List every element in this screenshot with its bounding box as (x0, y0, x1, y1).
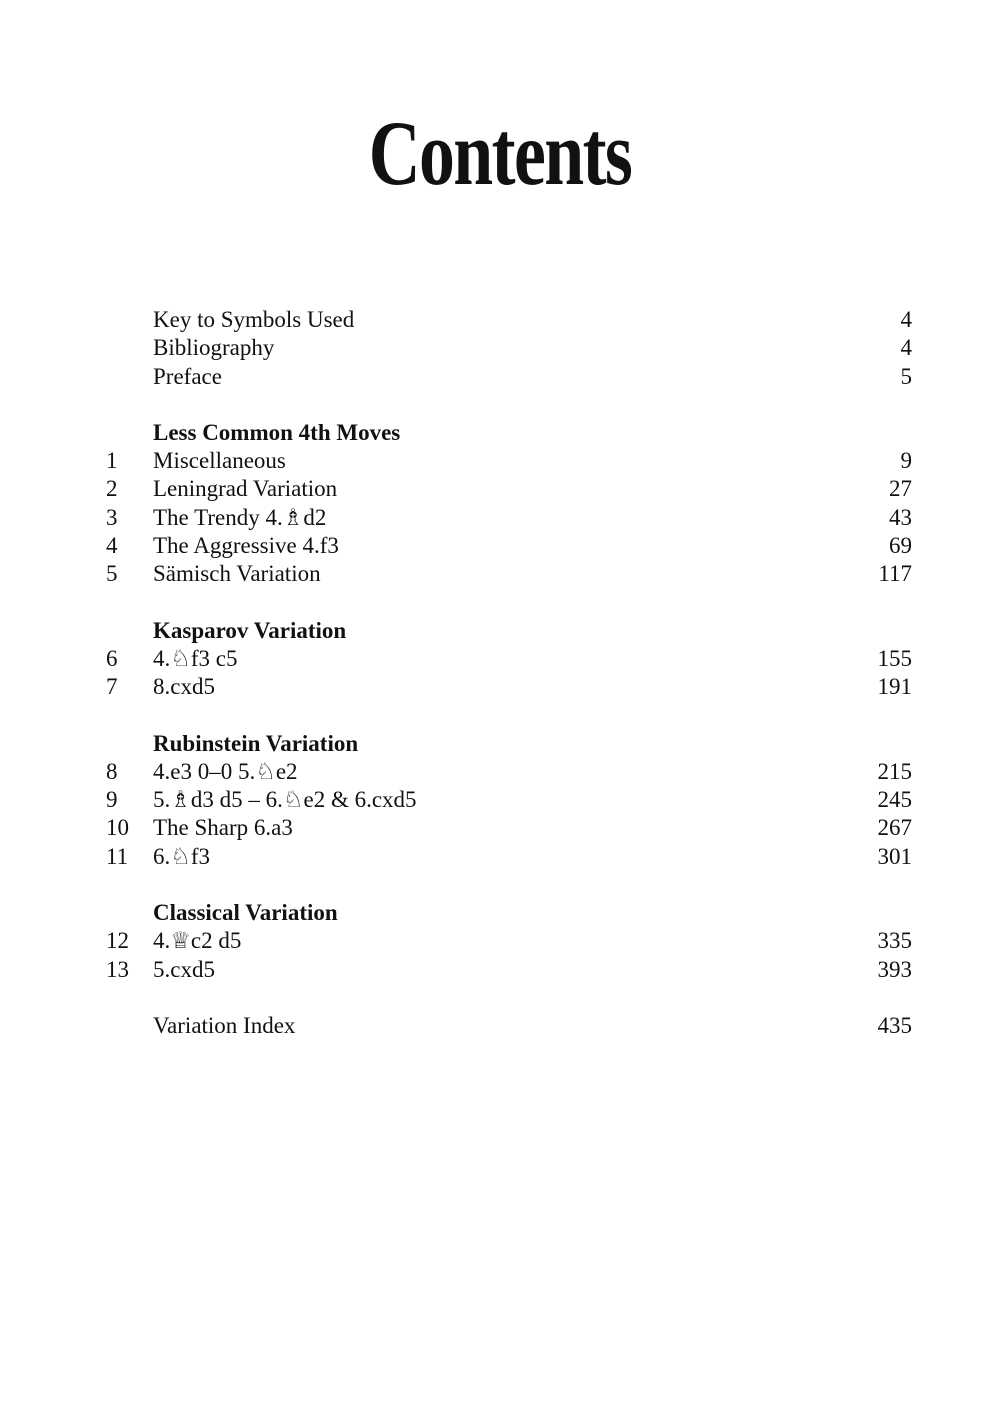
chapter-number: 8 (106, 758, 118, 784)
chapter-page: 27 (889, 476, 912, 502)
toc-entry-title: Bibliography (153, 335, 275, 361)
toc-chapter-8[interactable] (0, 758, 1000, 786)
chapter-number: 6 (106, 645, 118, 671)
toc-chapter-12[interactable] (0, 927, 1000, 955)
toc-chapter-6[interactable] (0, 645, 1000, 673)
toc-entry-bibliography[interactable] (0, 334, 1000, 362)
section-heading (0, 899, 1000, 927)
toc-chapter-10[interactable] (0, 814, 1000, 842)
chapter-page: 43 (889, 504, 912, 530)
toc-entry-title: Variation Index (153, 1012, 296, 1038)
toc-chapter-3[interactable] (0, 504, 1000, 532)
chapter-title: Miscellaneous (153, 448, 286, 474)
chapter-number: 2 (106, 476, 118, 502)
back-matter (0, 1012, 1000, 1040)
toc-entry-key-to-symbols[interactable] (0, 306, 1000, 334)
chapter-title: 5.♗d3 d5 – 6.♘e2 & 6.cxd5 (153, 787, 417, 813)
chapter-number: 7 (106, 674, 118, 700)
chapter-page: 191 (877, 674, 912, 700)
chapter-number: 12 (106, 928, 129, 954)
toc-chapter-5[interactable] (0, 560, 1000, 588)
toc-entry-title: Preface (153, 363, 222, 389)
chapter-page: 245 (877, 787, 912, 813)
chapter-title: The Sharp 6.a3 (153, 815, 293, 841)
chapter-number: 3 (106, 504, 118, 530)
front-matter (0, 306, 1000, 391)
chapter-page: 215 (877, 758, 912, 784)
toc-chapter-1[interactable] (0, 447, 1000, 475)
chapter-title: 4.e3 0–0 5.♘e2 (153, 758, 298, 784)
section-heading-text: Kasparov Variation (153, 617, 347, 643)
chapter-number: 10 (106, 815, 129, 841)
section-classical-variation (0, 899, 1000, 984)
chapter-title: The Trendy 4.♗d2 (153, 504, 327, 530)
section-heading-text: Less Common 4th Moves (153, 419, 401, 445)
chapter-title: Sämisch Variation (153, 561, 321, 587)
toc-chapter-9[interactable] (0, 786, 1000, 814)
chapter-title: Leningrad Variation (153, 476, 338, 502)
section-heading (0, 730, 1000, 758)
chapter-number: 11 (106, 843, 129, 869)
chapter-number: 4 (106, 533, 118, 559)
toc-entry-variation-index[interactable] (0, 1012, 1000, 1040)
toc-entry-page: 4 (900, 335, 912, 361)
chapter-title: 4.♕c2 d5 (153, 928, 242, 954)
section-heading (0, 419, 1000, 447)
chapter-page: 335 (877, 928, 912, 954)
section-heading-text: Classical Variation (153, 900, 338, 926)
toc-entry-page: 435 (877, 1012, 912, 1038)
toc-chapter-13[interactable] (0, 956, 1000, 984)
toc-entry-preface[interactable] (0, 363, 1000, 391)
chapter-page: 155 (877, 645, 912, 671)
toc-entry-page: 5 (900, 363, 912, 389)
chapter-page: 9 (900, 448, 912, 474)
toc-chapter-2[interactable] (0, 475, 1000, 503)
chapter-number: 13 (106, 956, 129, 982)
chapter-page: 69 (889, 533, 912, 559)
section-heading-text: Rubinstein Variation (153, 730, 359, 756)
section-heading (0, 617, 1000, 645)
chapter-page: 267 (877, 815, 912, 841)
toc-chapter-11[interactable] (0, 843, 1000, 871)
chapter-number: 9 (106, 787, 118, 813)
chapter-title: 4.♘f3 c5 (153, 645, 238, 671)
chapter-number: 5 (106, 561, 118, 587)
chapter-page: 117 (878, 561, 912, 587)
chapter-title: 6.♘f3 (153, 843, 211, 869)
toc-chapter-7[interactable] (0, 673, 1000, 701)
section-kasparov-variation (0, 617, 1000, 702)
page-title: Contents (368, 102, 632, 204)
chapter-page: 301 (877, 843, 912, 869)
toc-entry-title: Key to Symbols Used (153, 307, 355, 332)
toc-chapter-4[interactable] (0, 532, 1000, 560)
section-rubinstein-variation (0, 730, 1000, 871)
chapter-title: 5.cxd5 (153, 956, 215, 982)
chapter-page: 393 (877, 956, 912, 982)
chapter-number: 1 (106, 448, 118, 474)
section-less-common-4th-moves (0, 419, 1000, 589)
chapter-title: The Aggressive 4.f3 (153, 533, 339, 559)
toc-entry-page: 4 (900, 307, 912, 332)
table-of-contents (0, 306, 1000, 1068)
chapter-title: 8.cxd5 (153, 674, 215, 700)
